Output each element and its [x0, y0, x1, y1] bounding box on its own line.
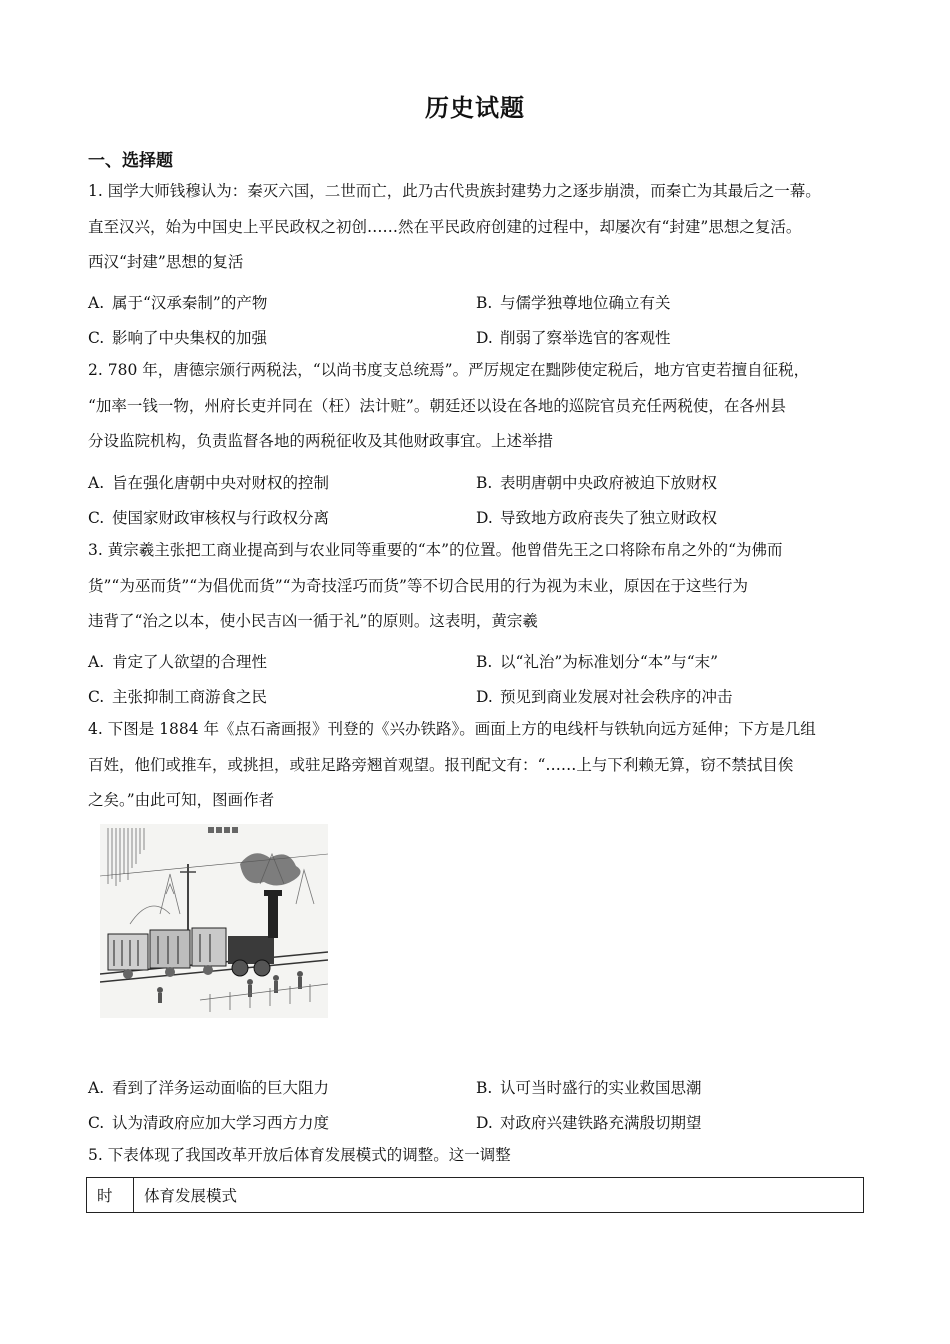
question-line: 4. 下图是 1884 年《点石斋画报》刊登的《兴办铁路》。画面上方的电线杆与铁轨向远方延伸；下方是几组: [88, 720, 816, 738]
option-key: D.: [476, 1114, 493, 1132]
question-line: 货”“为巫而货”“为倡优而货”“为奇技淫巧而货”等不切合民用的行为视为末业，原因在于这些行为: [88, 576, 748, 595]
option-text: 看到了洋务运动面临的巨大阻力: [112, 1079, 330, 1097]
q4-option-a[interactable]: [88, 1076, 329, 1098]
q1-option-d[interactable]: [476, 326, 671, 348]
option-key: A.: [88, 474, 105, 492]
option-key: A.: [88, 1079, 105, 1097]
q3-option-a[interactable]: [88, 650, 267, 672]
option-key: D.: [476, 688, 493, 706]
question-4-stem: [88, 712, 868, 819]
question-line: 百姓，他们或推车，或挑担，或驻足路旁翘首观望。报刊配文有：“……上与下利赖无算，窃不禁拭目俟: [88, 755, 794, 774]
q1-option-c[interactable]: [88, 326, 267, 348]
section-heading: 一、选择题: [88, 151, 173, 171]
option-text: 对政府兴建铁路充满殷切期望: [500, 1114, 702, 1132]
table-header-cell: 时: [87, 1178, 134, 1213]
option-key: B.: [476, 474, 493, 492]
q2-option-b[interactable]: [476, 471, 717, 493]
option-text: 使国家财政审核权与行政权分离: [112, 509, 330, 527]
question-line: 西汉“封建”思想的复活: [88, 253, 244, 271]
q1-option-b[interactable]: [476, 291, 671, 313]
option-key: C.: [88, 509, 105, 527]
option-text: 属于“汉承秦制”的产物: [112, 294, 268, 312]
option-key: D.: [476, 329, 493, 347]
q4-option-c[interactable]: [88, 1111, 329, 1133]
option-key: D.: [476, 509, 493, 527]
q5-table: [86, 1177, 864, 1213]
option-key: B.: [476, 1079, 493, 1097]
option-text: 表明唐朝中央政府被迫下放财权: [500, 474, 718, 492]
q4-option-d[interactable]: [476, 1111, 702, 1133]
q3-option-b[interactable]: [476, 650, 718, 672]
question-line: 3. 黄宗羲主张把工商业提高到与农业同等重要的“本”的位置。他曾借先王之口将除布帛之外的“为佛而: [88, 541, 783, 559]
option-text: 与儒学独尊地位确立有关: [500, 294, 671, 312]
option-text: 以“礼治”为标准划分“本”与“末”: [500, 653, 719, 671]
question-5-stem: [88, 1138, 868, 1174]
option-key: C.: [88, 1114, 105, 1132]
railway-illustration: [100, 824, 328, 1018]
q4-option-b[interactable]: [476, 1076, 702, 1098]
option-text: 认可当时盛行的实业救国思潮: [500, 1079, 702, 1097]
option-key: B.: [476, 294, 493, 312]
option-text: 导致地方政府丧失了独立财政权: [500, 509, 718, 527]
option-key: C.: [88, 329, 105, 347]
q1-option-a[interactable]: [88, 291, 267, 313]
page-title: 历史试题: [425, 93, 525, 122]
question-1-stem: [88, 174, 868, 281]
question-line: 1. 国学大师钱穆认为：秦灭六国，二世而亡，此乃古代贵族封建势力之逐步崩溃，而秦亡为其最后之一幕。: [88, 182, 821, 200]
q3-option-c[interactable]: [88, 685, 267, 707]
question-line: “加率一钱一物，州府长吏并同在（枉）法计赃”。朝廷还以设在各地的巡院官员充任两税使，在各州县: [88, 396, 786, 415]
q2-option-d[interactable]: [476, 506, 717, 528]
question-line: 2. 780 年，唐德宗颁行两税法，“以尚书度支总统焉”。严厉规定在黜陟使定税后，地方官吏若擅自征税，: [88, 361, 810, 379]
q2-option-a[interactable]: [88, 471, 329, 493]
question-line: 之矣。”由此可知，图画作者: [88, 791, 275, 809]
option-key: B.: [476, 653, 493, 671]
option-key: C.: [88, 688, 105, 706]
question-line: 分设监院机构，负责监督各地的两税征收及其他财政事宜。上述举措: [88, 432, 554, 450]
option-key: A.: [88, 653, 105, 671]
q3-option-d[interactable]: [476, 685, 733, 707]
option-text: 旨在强化唐朝中央对财权的控制: [112, 474, 330, 492]
question-3-stem: [88, 533, 868, 640]
table-row: [87, 1178, 864, 1213]
option-text: 预见到商业发展对社会秩序的冲击: [500, 688, 733, 706]
question-line: 5. 下表体现了我国改革开放后体育发展模式的调整。这一调整: [88, 1146, 511, 1164]
option-key: A.: [88, 294, 105, 312]
option-text: 影响了中央集权的加强: [112, 329, 268, 347]
question-line: 违背了“治之以本，使小民吉凶一循于礼”的原则。这表明，黄宗羲: [88, 612, 538, 630]
question-2-stem: [88, 353, 868, 460]
table-header-cell: 体育发展模式: [134, 1178, 864, 1213]
q2-option-c[interactable]: [88, 506, 329, 528]
option-text: 主张抑制工商游食之民: [112, 688, 268, 706]
option-text: 肯定了人欲望的合理性: [112, 653, 268, 671]
question-line: 直至汉兴，始为中国史上平民政权之初创……然在平民政府创建的过程中，却屡次有“封建”思想之复活。: [88, 217, 802, 236]
option-text: 削弱了察举选官的客观性: [500, 329, 671, 347]
option-text: 认为清政府应加大学习西方力度: [112, 1114, 330, 1132]
